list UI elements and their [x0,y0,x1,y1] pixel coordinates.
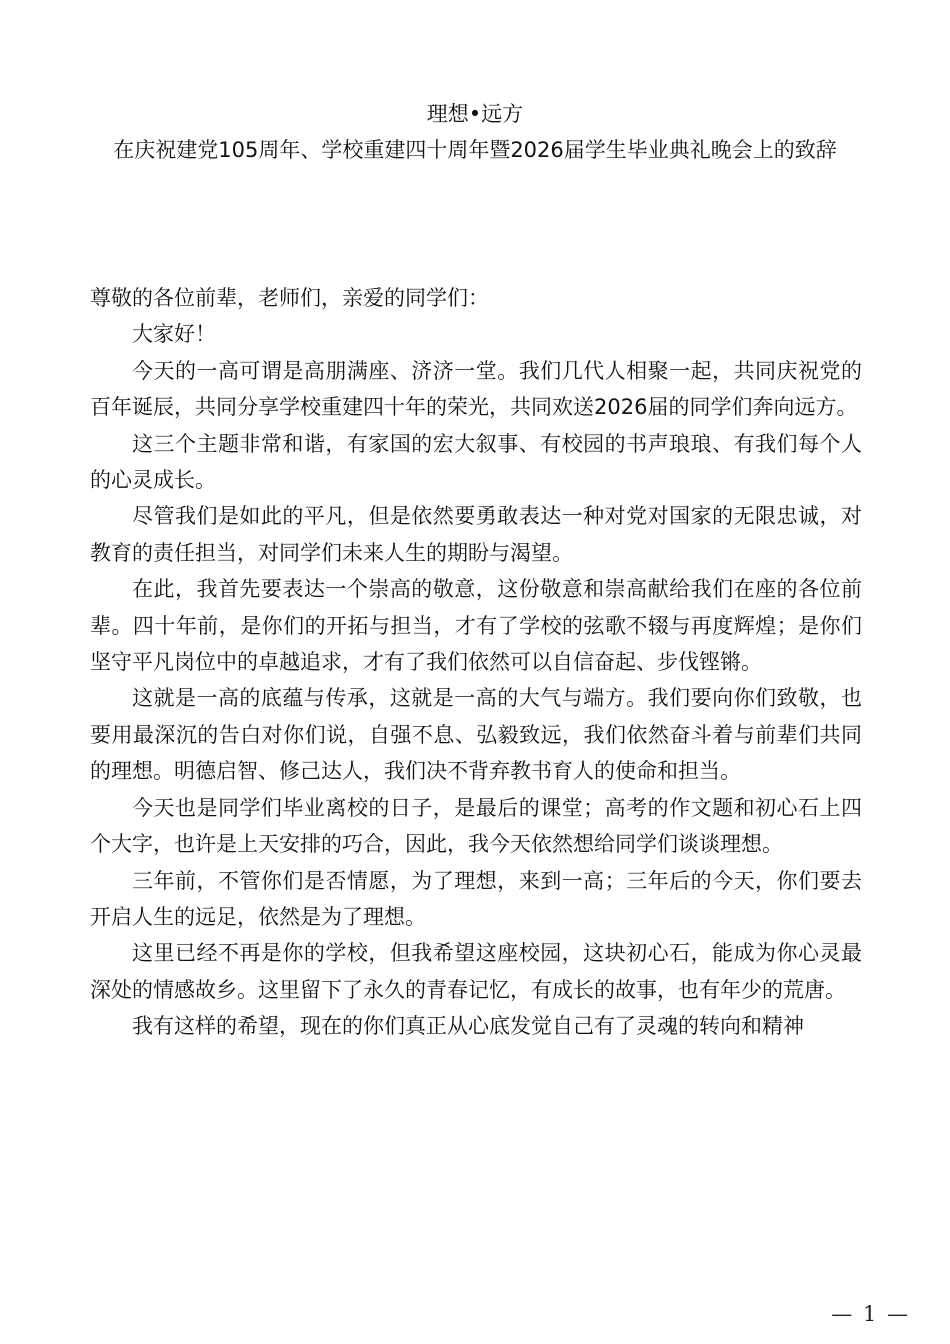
document-title: 理想•远方 [426,102,524,126]
paragraph: 在此，我首先要表达一个崇高的敬意，这份敬意和崇高献给我们在座的各位前辈。四十年前，是你们的开拓与担当，才有了学校的弦歌不辍与再度辉煌；是你们坚守平凡岗位中的卓越追求，才有了我们依然可以自信奋起、步伐铿锵。 [90,577,862,675]
paragraph: 我有这样的希望，现在的你们真正从心底发觉自己有了灵魂的转向和精神 [132,1014,804,1039]
paragraph: 这三个主题非常和谐，有家国的宏大叙事、有校园的书声琅琅、有我们每个人的心灵成长。 [90,431,862,493]
document-body [90,280,862,1045]
salutation: 尊敬的各位前辈，老师们，亲爱的同学们： [90,286,489,310]
document-subtitle: 在庆祝建党105周年、学校重建四十周年暨2026届学生毕业典礼晚会上的致辞 [113,138,837,162]
paragraph: 尽管我们是如此的平凡，但是依然要勇敢表达一种对党对国家的无限忠诚，对教育的责任担当，对同学们未来人生的期盼与渴望。 [90,504,862,565]
paragraph: 大家好！ [132,322,216,347]
paragraph: 这里已经不再是你的学校，但我希望这座校园，这块初心石，能成为你心灵最深处的情感故乡。这里留下了永久的青春记忆，有成长的故事，也有年少的荒唐。 [90,941,862,1002]
page-number: — 1 — [831,1302,910,1326]
paragraph: 今天也是同学们毕业离校的日子，是最后的课堂；高考的作文题和初心石上四个大字，也许是上天安排的巧合，因此，我今天依然想给同学们谈谈理想。 [90,795,862,857]
paragraph: 三年前，不管你们是否情愿，为了理想，来到一高；三年后的今天，你们要去开启人生的远足，依然是为了理想。 [90,868,862,929]
paragraph: 这就是一高的底蕴与传承，这就是一高的大气与端方。我们要向你们致敬，也要用最深沉的告白对你们说，自强不息、弘毅致远，我们依然奋斗着与前辈们共同的理想。明德启智、修己达人，我们决不背弃教书育人的使命和担当。 [90,686,862,784]
title-block [90,96,860,168]
paragraph: 今天的一高可谓是高朋满座、济济一堂。我们几代人相聚一起，共同庆祝党的百年诞辰，共同分享学校重建四十年的荣光，共同欢送2026届的同学们奔向远方。 [90,358,862,420]
